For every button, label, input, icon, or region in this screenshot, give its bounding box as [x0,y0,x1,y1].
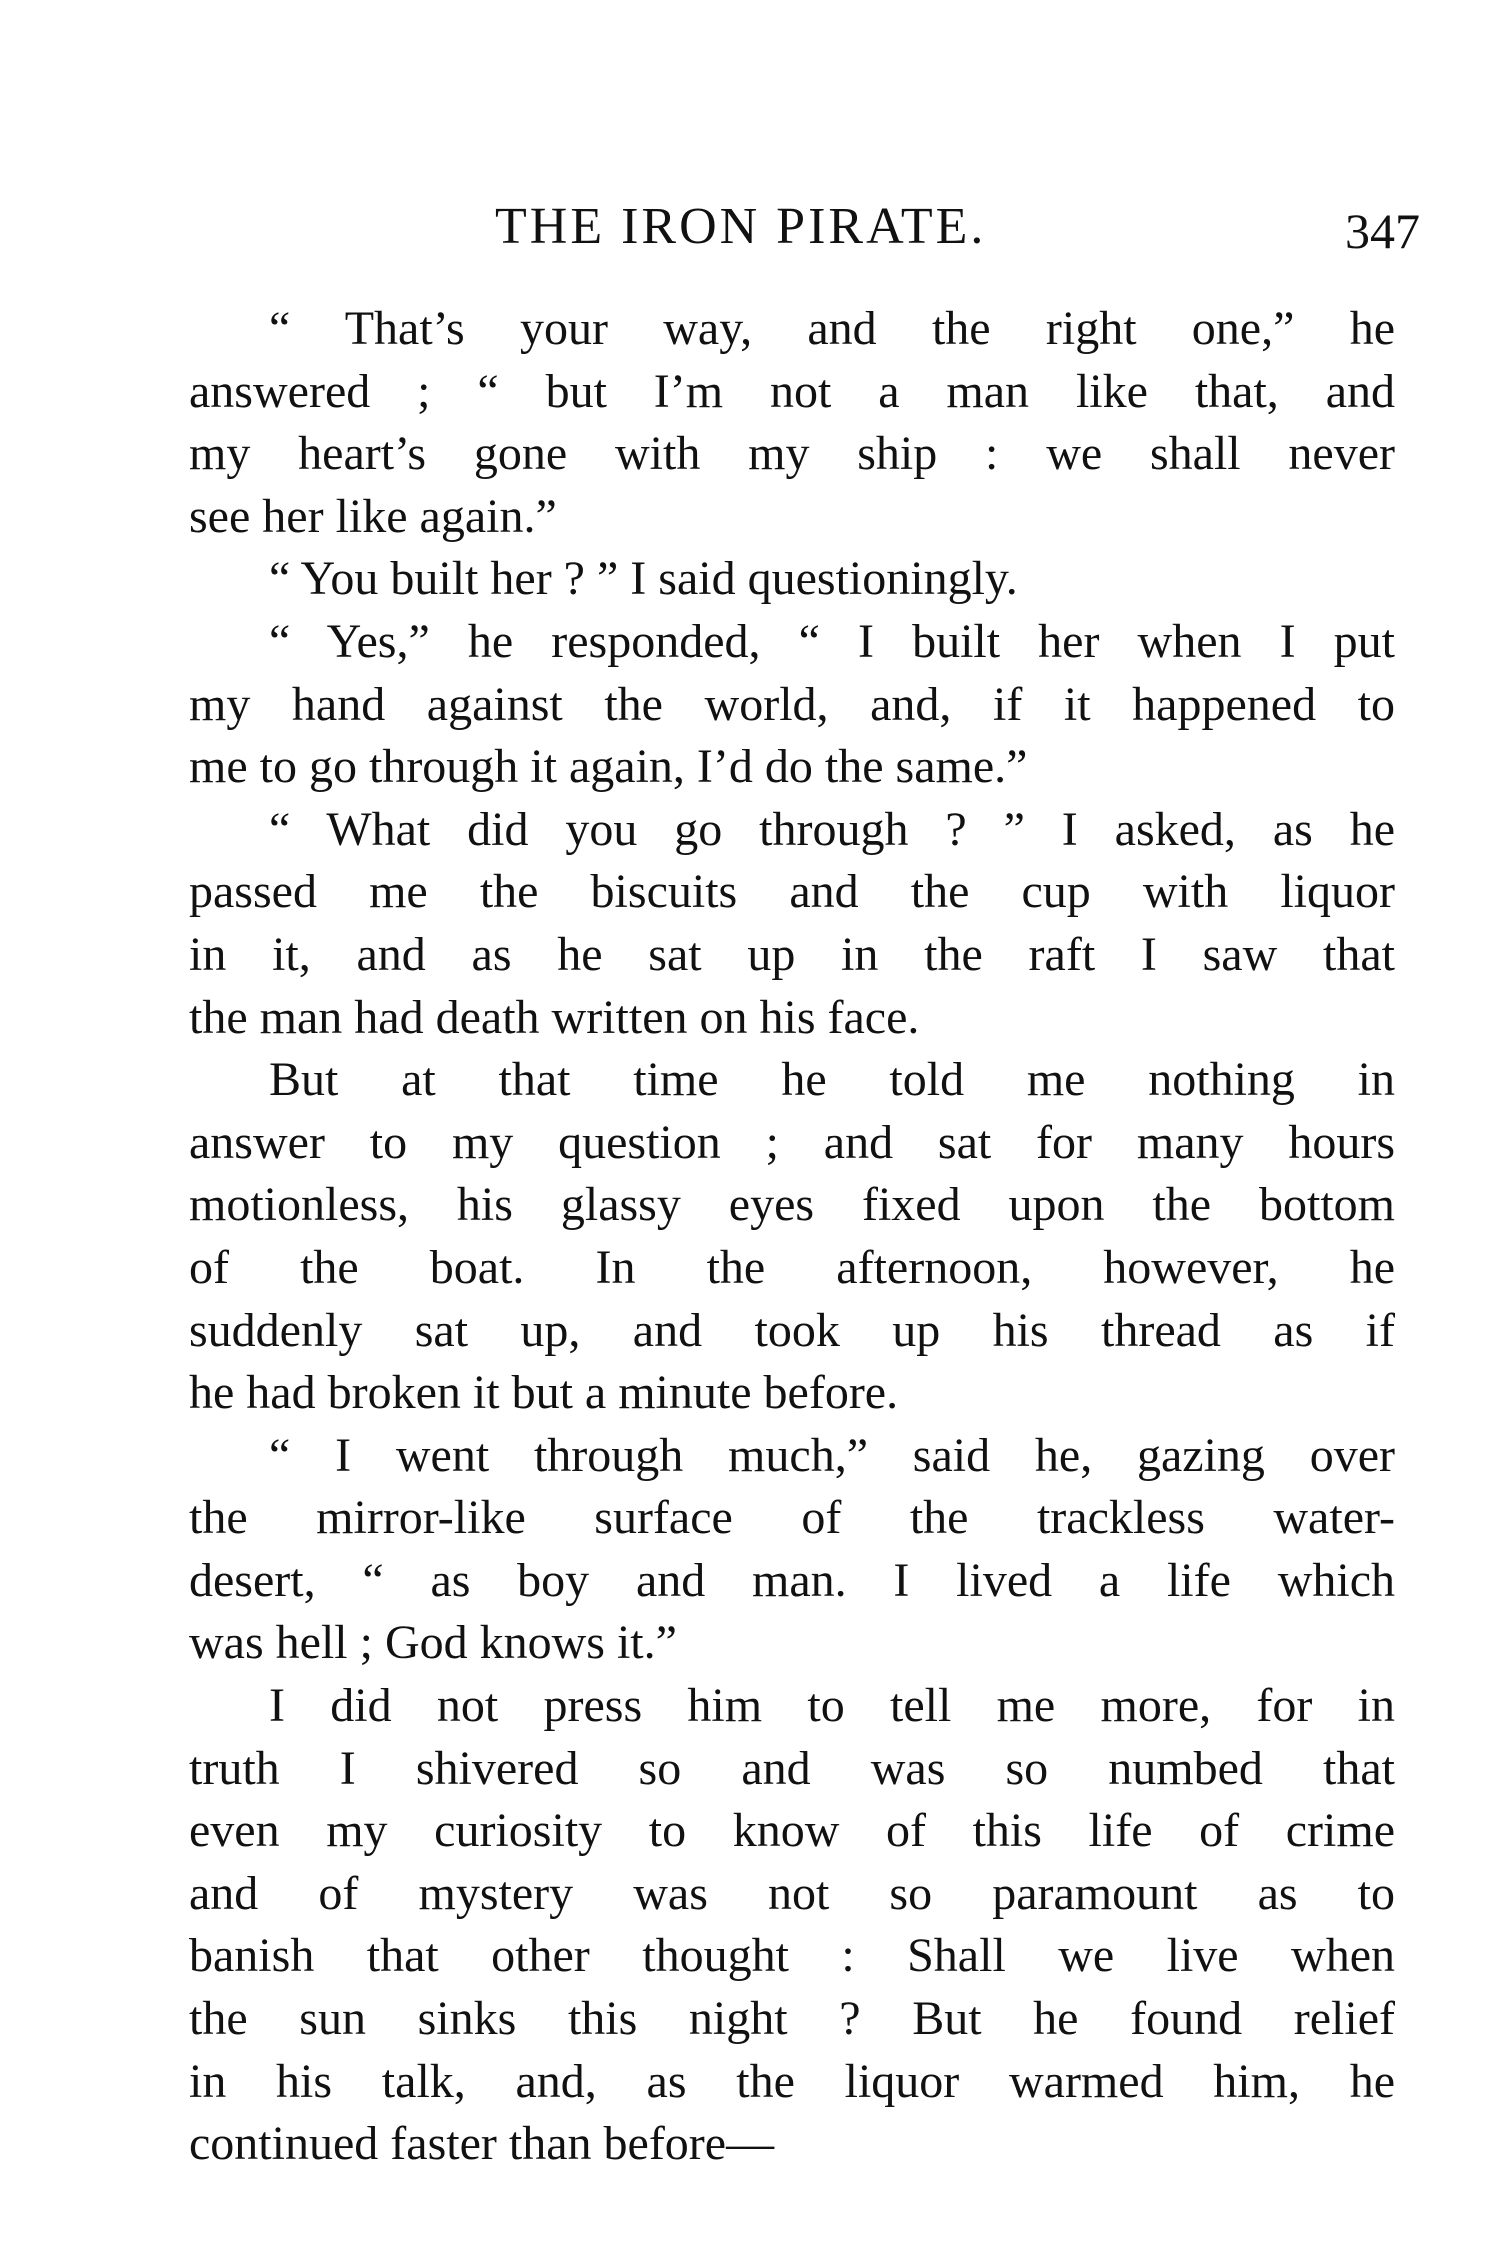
running-header [0,192,1488,262]
text-line: see her like again.” [189,489,557,543]
text-line: my hand against the world, and, if it happened to [189,677,1395,731]
text-line: truth I shivered so and was so numbed that [189,1741,1395,1795]
text-line: was hell ; God knows it.” [189,1616,677,1670]
text-line: But at that time he told me nothing in [269,1053,1395,1107]
text-line: “ That’s your way, and the right one,” he [269,302,1395,355]
text-line: banish that other thought : Shall we live when [189,1929,1395,1983]
text-line: and of mystery was not so paramount as to [189,1866,1395,1920]
text-line: “ What did you go through ? ” I asked, as he [269,802,1395,856]
text-line: answer to my question ; and sat for many hours [189,1115,1395,1169]
text-line: “ Yes,” he responded, “ I built her when I put [269,614,1395,668]
text-line: “ I went through much,” said he, gazing over [269,1428,1395,1482]
text-line: desert, “ as boy and man. I lived a life which [189,1553,1395,1607]
text-line: continued faster than before— [189,2117,775,2171]
text-line: I did not press him to tell me more, for in [269,1679,1395,1733]
page-number: 347 [1345,203,1420,259]
text-line: answered ; “ but I’m not a man like that, and [189,364,1395,418]
text-line: even my curiosity to know of this life of crime [189,1804,1395,1858]
text-line: of the boat. In the afternoon, however, he [189,1240,1395,1294]
text-line: the mirror-like surface of the trackless water- [189,1491,1395,1545]
text-line: in it, and as he sat up in the raft I saw that [189,927,1395,981]
text-line: suddenly sat up, and took up his thread as if [189,1303,1395,1357]
body-text [189,298,1395,2176]
text-line: in his talk, and, as the liquor warmed him, he [189,2054,1395,2108]
running-title: THE IRON PIRATE. [495,198,987,255]
text-line: “ You built her ? ” I said questioningly. [269,552,1018,606]
text-line: the sun sinks this night ? But he found relief [189,1992,1395,2046]
text-line: passed me the biscuits and the cup with liquor [189,865,1395,919]
text-line: he had broken it but a minute before. [189,1366,899,1420]
text-line: me to go through it again, I’d do the same.” [189,740,1028,794]
text-line: motionless, his glassy eyes fixed upon the bottom [189,1178,1395,1232]
text-line: the man had death written on his face. [189,990,920,1044]
text-line: my heart’s gone with my ship : we shall never [189,427,1395,481]
